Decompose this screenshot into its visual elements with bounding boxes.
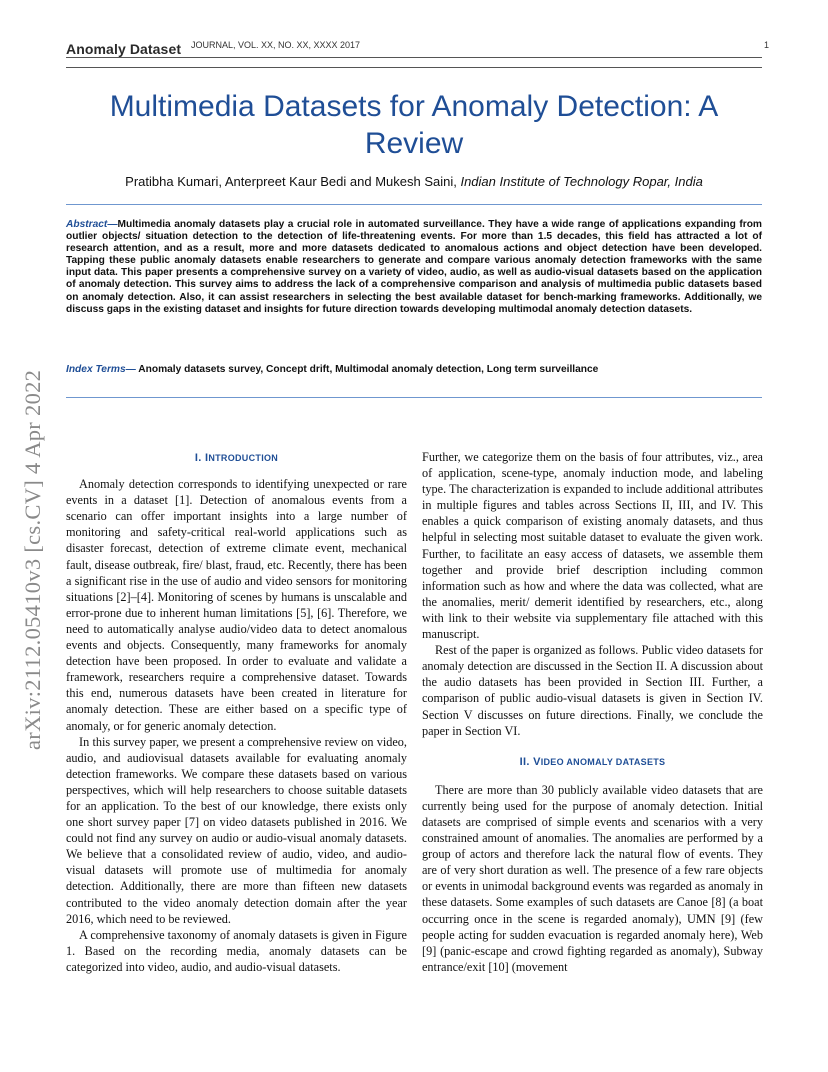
author-affiliation: Indian Institute of Technology Ropar, India <box>460 174 703 189</box>
paper-title: Multimedia Datasets for Anomaly Detection: A Review <box>109 90 719 160</box>
journal-info: JOURNAL, VOL. XX, NO. XX, XXXX 2017 <box>191 40 361 50</box>
abstract <box>66 219 762 316</box>
abstract-rule-bottom <box>66 397 762 398</box>
index-terms <box>66 363 762 376</box>
index-terms-label: Index Terms— <box>66 364 136 375</box>
section-heading-introduction: I. INTRODUCTION <box>194 452 279 464</box>
right-column <box>422 449 763 975</box>
header-brand: Anomaly Dataset <box>66 41 182 57</box>
index-terms-text: Anomaly datasets survey, Concept drift, Multimodal anomaly detection, Long term surveillance <box>138 364 599 375</box>
abstract-text: Multimedia anomaly datasets play a crucial role in automated surveillance. They have a wide range of applications expanding from outlier objects/ situation detection to the detection of life-threatening events. For more than 1.5 decades, this field has attracted a lot of research attention, and as a result, more and more datasets dedicated to anomalous actions and object detection have been developed. Tapping these public anomaly datasets enable researchers to generate and compare various anomaly detection frameworks with the same input data. This paper presents a comprehensive survey on a variety of video, audio, as well as audio-visual datasets based on the application of anomaly detection. This survey aims to address the lack of a comprehensive comparison and analysis of multimedia public datasets based on anomaly detection. Also, it can assist researchers in selecting the best available dataset for bench-marking frameworks. Additionally, we discuss gaps in the existing dataset and insights for future direction towards developing multimodal anomaly detection datasets. <box>66 219 762 315</box>
header-rule-bottom <box>66 67 762 68</box>
arxiv-stamp: arXiv:2112.05410v3 [cs.CV] 4 Apr 2022 <box>20 369 45 750</box>
video-paragraph-1: There are more than 30 publicly available video datasets that are currently being used for the purpose of anomaly detection. Initial datasets are comprised of simple events and scenarios with a very constrained amount of anomalies. The anomalies are performed by a group of actors and therefore lack the natural flow of events. They are of very short duration as well. The presence of a few rare objects or events in unimodal background events was regarded as anomaly in these datasets. Some examples of such datasets are Canoe [8] (a boat occurring once in the scene is regarded anomaly), UMN [9] (few people acting for sudden evacuation is regarded anomaly here), Web [9] (panic-escape and crowd fighting regarded as anomaly), Subway entrance/exit [10] (movement <box>422 782 763 974</box>
intro-paragraph-2: In this survey paper, we present a comprehensive review on video, audio, and audiovisual datasets available for evaluating anomaly detection frameworks. We compare these datasets based on various perspectives, which will help researchers to choose suitable datasets for an application. To the best of our knowledge, there exists only one short survey paper [7] on video datasets published in 2016. We could not find any survey on audio or audio-visual anomaly datasets. We believe that a consolidated review of audio, video, and audio-visual datasets will promote use of multimedia for anomaly detection. Additionally, there are more than fifteen new datasets contributed to the video anomaly detection domain after the year 2016, which need to be reviewed. <box>66 734 407 926</box>
page-number: 1 <box>764 40 770 50</box>
intro-paragraph-4: Further, we categorize them on the basis of four attributes, viz., area of application, scene-type, anomaly induction mode, and labeling type. The characterization is expanded to include additional attributes in multiple figures and tables across Sections II, III, and IV. This enables a quick comparison of existing anomaly datasets, and thus helpful in selecting most suitable dataset to evaluate the given work. Further, to facilitate an easy access of datasets, we assemble them together and provide brief description including common information such as how and where the data was collected, what are the anomalies, merit/ demerit identified by researchers, etc., along with link to their website via supplementary file attached with this manuscript. <box>422 450 763 642</box>
author-names: Pratibha Kumari, Anterpreet Kaur Bedi and Mukesh Saini, <box>125 174 457 189</box>
intro-paragraph-1: Anomaly detection corresponds to identifying unexpected or rare events in a dataset [1]. Detection of anomalous events from a scenario can offer important insights into a large number of monitoring and safety-critical real-world applications such as disaster forecast, detection of extreme climate event, mechanical fault, disease outbreak, fire/ blast, fraud, etc. Recently, there has been a significant rise in the use of audio and video sensors for monitoring situations [2]–[4]. Monitoring of scenes by humans is unscalable and error-prone due to inherent human limitations [5], [6]. Therefore, we need to automatically analyse audio/video data to detect anomalous events and objects. Consequently, many frameworks for anomaly detection have been proposed. In order to evaluate and validate a framework, researchers require a comprehensive dataset. Towards this end, numerous datasets have been created in literature for anomaly detection. These are either based on a specific type of anomaly, or for generic anomaly detection. <box>66 477 407 733</box>
section-heading-video-datasets: II. VIDEO ANOMALY DATASETS <box>519 755 666 768</box>
left-column <box>66 450 407 975</box>
author-line <box>66 174 762 189</box>
header-rule-top <box>66 57 762 58</box>
intro-paragraph-3: A comprehensive taxonomy of anomaly datasets is given in Figure 1. Based on the recording media, anomaly datasets can be categorized into video, audio, and audio-visual datasets. <box>66 927 407 974</box>
intro-paragraph-5: Rest of the paper is organized as follows. Public video datasets for anomaly detection are discussed in the Section II. A discussion about the audio datasets has been provided in Section III. Further, a comparison of public audio-visual datasets is given in Section IV. Section V discusses on future directions. Finally, we conclude the paper in Section VI. <box>422 643 763 738</box>
abstract-label: Abstract— <box>66 219 118 230</box>
abstract-rule-top <box>66 204 762 205</box>
